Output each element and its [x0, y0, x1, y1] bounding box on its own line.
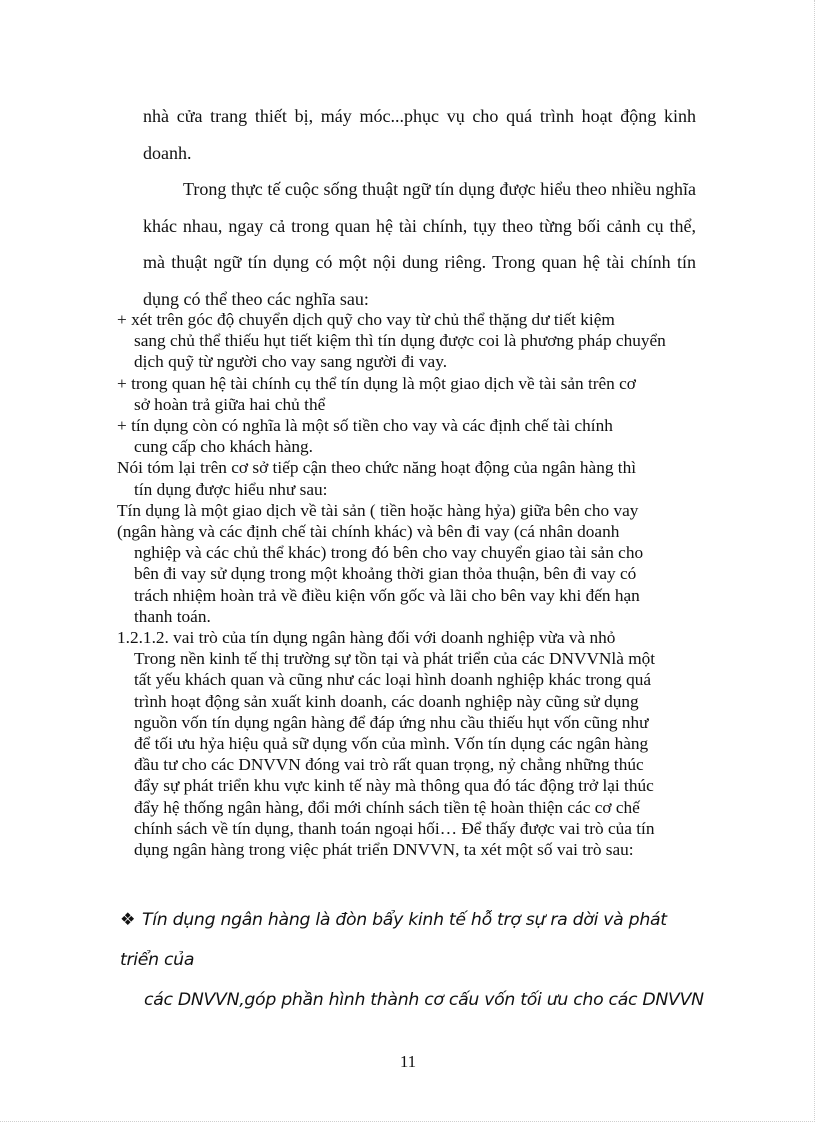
page-number: 11	[399, 1052, 417, 1071]
text-line: + trong quan hệ tài chính cụ thể tín dụng là một giao dịch về tài sản trên cơ	[117, 373, 636, 393]
text-line: đẩy hệ thống ngân hàng, đổi mới chính sách tiền tệ hoàn thiện các cơ chế	[134, 797, 640, 817]
text-line: cung cấp cho khách hàng.	[134, 437, 313, 457]
bullet-text-line: Tín dụng ngân hàng là đòn bẩy kinh tế hỗ trợ sự ra dời và phát triển của	[120, 910, 667, 970]
text-line: dụng ngân hàng trong việc phát triển DNVVN, ta xét một số vai trò sau:	[134, 840, 634, 860]
text-line: thanh toán.	[134, 606, 211, 626]
text-line: + tín dụng còn có nghĩa là một số tiền cho vay và các định chế tài chính	[117, 416, 613, 436]
text-line: đầu tư cho các DNVVN đóng vai trò rất quan trọng, nỷ chẳng những thúc	[134, 755, 644, 775]
text-line: Tín dụng là một giao dịch về tài sản ( tiền hoặc hàng hỷa) giữa bên cho vay	[117, 500, 639, 520]
text-line: trách nhiệm hoàn trả về điều kiện vốn gốc và lãi cho bên vay khi đến hạn	[134, 585, 640, 605]
text-line: tín dụng được hiểu như sau:	[134, 479, 328, 499]
text-line: (ngân hàng và các định chế tài chính khác) và bên đi vay (cá nhân doanh	[117, 522, 620, 542]
intro-paragraph: nhà cửa trang thiết bị, máy móc...phục vụ cho quá trình hoạt động kinh doanh.	[143, 106, 696, 163]
text-line: + xét trên góc độ chuyển dịch quỹ cho vay từ chủ thể thặng dư tiết kiệm	[117, 310, 615, 329]
text-line: nguồn vốn tín dụng ngân hàng để đáp ứng nhu cầu thiếu hụt vốn cũng như	[134, 712, 649, 732]
text-line: để tối ưu hỷa hiệu quả sữ dụng vốn của mình. Vốn tín dụng các ngân hàng	[134, 734, 649, 754]
section-heading: 1.2.1.2. vai trò của tín dụng ngân hàng đối với doanh nghiệp vừa và nhỏ	[117, 628, 616, 648]
text-line: Nói tóm lại trên cơ sở tiếp cận theo chức năng hoạt động của ngân hàng thì	[117, 458, 637, 478]
bullet-item	[120, 900, 710, 1020]
text-line: sở hoàn trả giữa hai chủ thể	[134, 394, 326, 414]
text-line: đẩy sự phát triển khu vực kinh tế này mà thông qua đó tác động trở lại thúc	[134, 776, 654, 796]
intro-section	[143, 98, 696, 318]
text-line: sang chủ thể thiếu hụt tiết kiệm thì tín dụng được coi là phương pháp chuyển	[134, 331, 666, 351]
text-line: nghiệp và các chủ thể khác) trong đó bên cho vay chuyển giao tài sản cho	[134, 543, 644, 563]
bullet-text-line: các DNVVN,góp phần hình thành cơ cấu vốn tối ưu cho các DNVVN	[144, 990, 704, 1010]
text-line: trình hoạt động sản xuất kinh doanh, các doanh nghiệp này cũng sử dụng	[134, 691, 639, 711]
text-line: tất yếu khách quan và cũng như các loại hình doanh nghiệp khác trong quá	[134, 670, 652, 690]
text-line: dịch quỹ từ người cho vay sang người đi vay.	[134, 352, 448, 372]
intro-paragraph: Trong thực tế cuộc sống thuật ngữ tín dụng được hiểu theo nhiều nghĩa khác nhau, ngay cả trong quan hệ tài chính, tụy theo từng bối cảnh cụ thể, mà thuật ngữ tín dụng có một nội dung riêng. Trong quan hệ tài chính tín dụng có thể theo các nghĩa sau:	[143, 179, 696, 309]
text-line: chính sách về tín dụng, thanh toán ngoại hối… Để thấy được vai trò của tín	[134, 818, 655, 838]
text-line: bên đi vay sử dụng trong một khoảng thời gian thỏa thuận, bên đi vay có	[134, 564, 637, 584]
body-section	[117, 309, 699, 860]
text-line: Trong nền kinh tế thị trường sự tồn tại và phát triển của các DNVVNlà một	[134, 649, 656, 669]
diamond-bullet-icon: ❖	[120, 910, 136, 930]
